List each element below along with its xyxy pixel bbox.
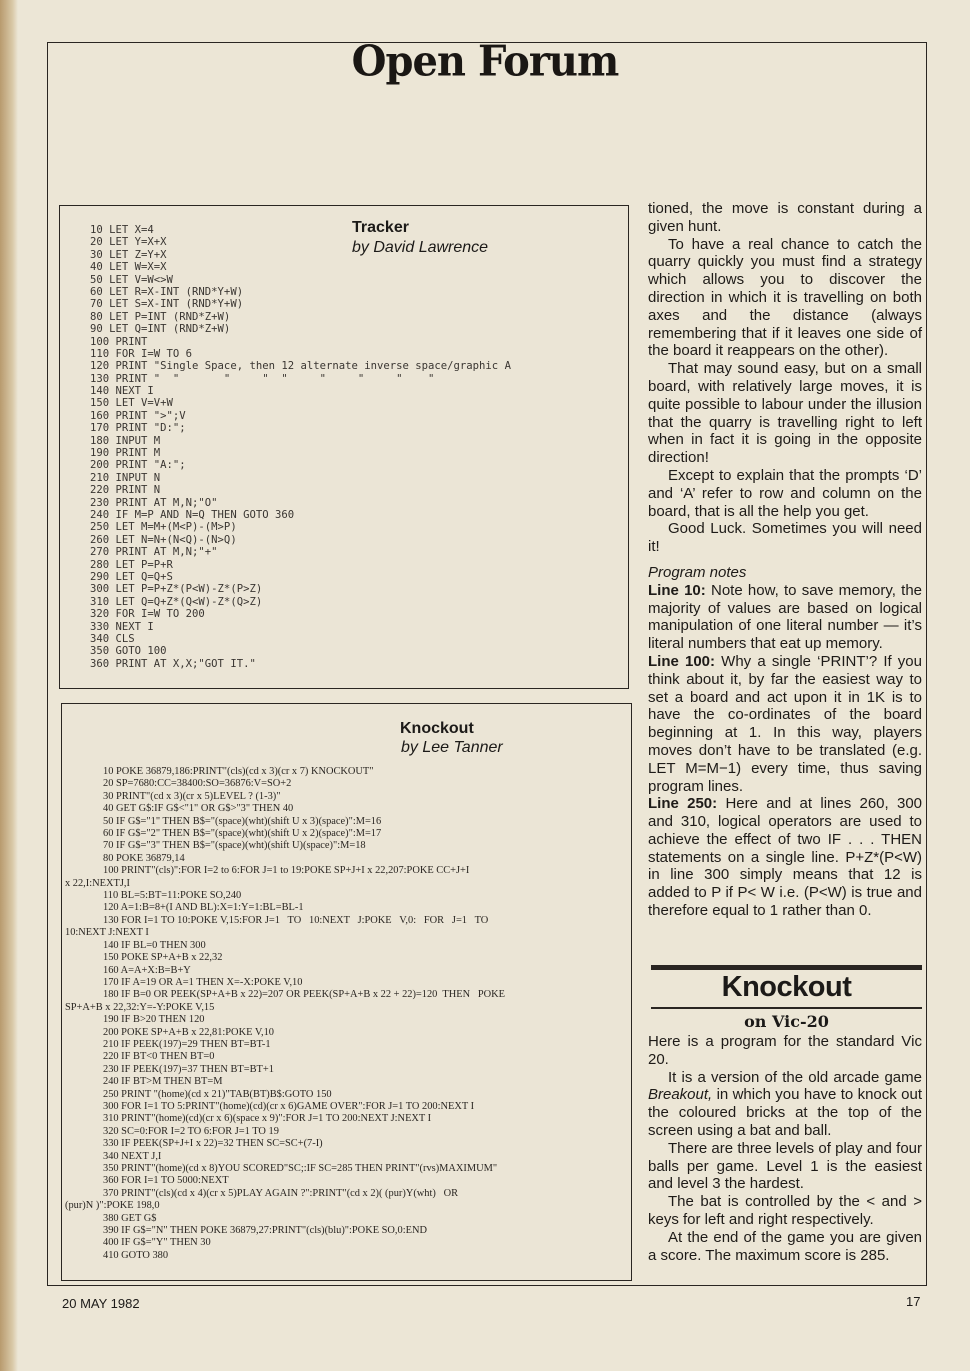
code-line: SP+A+B x 22,32:Y=-Y:POKE V,15 xyxy=(65,1001,215,1013)
code-line: 230 PRINT AT M,N;"O" xyxy=(90,496,218,509)
code-line: 10 POKE 36879,186:PRINT"(cls)(cd x 3)(cr x 7) KNOCKOUT" xyxy=(103,766,374,777)
code-line: 340 CLS xyxy=(90,632,135,645)
code-line: 350 PRINT"(home)(cd x 8)YOU SCORED"SC;:IF SC=285 THEN PRINT"(rvs)MAXIMUM" xyxy=(103,1163,498,1174)
tracker-code-listing xyxy=(90,224,511,670)
knockout-article-title: Knockout xyxy=(721,971,852,1003)
article-paragraph xyxy=(648,1069,922,1140)
code-line: 70 IF G$="3" THEN B$="(space)(wht)(shift U)(space)":M=18 xyxy=(103,840,366,852)
code-line: 210 INPUT N xyxy=(90,471,161,484)
code-line: 60 IF G$="2" THEN B$="(space)(wht)(shift U x 2)(space)":M=17 xyxy=(103,828,382,840)
code-line: 130 FOR I=1 TO 10:POKE V,15:FOR J=1 TO 10:NEXT J:POKE V,0: FOR J=1 TO xyxy=(103,914,489,926)
section-rule-thick xyxy=(651,965,922,970)
code-line: 370 PRINT"(cls)(cd x 4)(cr x 5)PLAY AGAIN ?":PRINT"(cd x 2)( (pur)Y(wht) OR xyxy=(103,1187,459,1199)
code-line: 20 LET Y=X+X xyxy=(90,236,167,249)
code-line: 70 LET S=X-INT (RND*Y+W) xyxy=(90,298,244,311)
article-paragraph: That may sound easy, but on a small board, with relatively large moves, it is quite possible to labour under the illusion that the quarry is travelling right to left when in fact it is going in the opposite direction! xyxy=(648,360,922,467)
tracker-title: Tracker xyxy=(352,219,409,236)
code-line: 30 PRINT"(cd x 3)(cr x 5)LEVEL ? (1-3)" xyxy=(103,790,281,802)
knockout-listing-title: Knockout xyxy=(400,720,474,737)
code-line: 310 LET Q=Q+Z*(Q<W)-Z*(Q>Z) xyxy=(90,595,263,608)
code-line: 140 NEXT I xyxy=(90,385,154,398)
code-line: 250 LET M=M+(M<P)-(M>P) xyxy=(90,521,237,534)
code-line: 340 NEXT J,I xyxy=(103,1150,162,1162)
code-line: 190 PRINT M xyxy=(90,447,161,460)
code-line: x 22,I:NEXTJ,I xyxy=(65,877,130,889)
code-line: 20 SP=7680:CC=38400:SO=36876:V=SO+2 xyxy=(103,778,292,790)
program-note xyxy=(648,582,922,653)
code-line: 80 LET P=INT (RND*Z+W) xyxy=(90,310,231,323)
code-line: 210 IF PEEK(197)=29 THEN BT=BT-1 xyxy=(103,1038,271,1050)
code-line: 330 NEXT I xyxy=(90,620,154,633)
code-line: 360 PRINT AT X,X;"GOT IT." xyxy=(90,657,256,670)
footer-date: 20 MAY 1982 xyxy=(62,1296,140,1311)
code-line: 180 INPUT M xyxy=(90,434,161,447)
code-line: 170 PRINT "D:"; xyxy=(90,422,186,435)
code-line: 320 SC=0:FOR I=2 TO 6:FOR J=1 TO 19 xyxy=(103,1125,279,1137)
tracker-listing-box xyxy=(59,205,629,689)
program-note-label: Line 100: xyxy=(648,652,716,670)
article-paragraph: Good Luck. Sometimes you will need it! xyxy=(648,520,922,556)
code-line: 410 GOTO 380 xyxy=(103,1249,169,1261)
article-paragraph: At the end of the game you are given a score. The maximum score is 285. xyxy=(648,1228,922,1264)
code-line: 300 LET P=P+Z*(P<W)-Z*(P>Z) xyxy=(90,583,263,596)
code-line: 150 POKE SP+A+B x 22,32 xyxy=(103,952,223,964)
code-line: 120 A=1:B=8+(I AND BL):X=1:Y=1:BL=BL-1 xyxy=(103,902,304,914)
code-line: 280 LET P=P+R xyxy=(90,558,173,571)
code-line: 360 FOR I=1 TO 5000:NEXT xyxy=(103,1175,229,1187)
article-paragraph: The bat is controlled by the < and > keys for left and right respectively. xyxy=(648,1193,922,1228)
article-paragraph: Here is a program for the standard Vic 20. xyxy=(648,1033,922,1068)
program-note-text: Here and at lines 260, 300 and 310, logical operators are used to achieve the effect of two IF . . . THEN statements on a single line. P+Z*(P<W) in line 300 simply means that 12 is added to P if P< W i.e. (P<W) is true and therefore equal to 1 rather than 0. xyxy=(648,795,923,920)
code-line: 30 LET Z=Y+X xyxy=(90,248,167,261)
code-line: 400 IF G$="Y" THEN 30 xyxy=(103,1237,211,1249)
code-line: 240 IF BT>M THEN BT=M xyxy=(103,1076,223,1088)
code-line: 310 PRINT"(home)(cd)(cr x 6)(space x 9)":FOR J=1 TO 200:NEXT J:NEXT I xyxy=(103,1113,432,1125)
code-line: 180 IF B=0 OR PEEK(SP+A+B x 22)=207 OR PEEK(SP+A+B x 22 + 22)=120 THEN POKE xyxy=(103,989,506,1001)
code-line: 220 PRINT N xyxy=(90,484,161,497)
footer-page-number: 17 xyxy=(906,1294,921,1309)
code-line: 140 IF BL=0 THEN 300 xyxy=(103,939,206,951)
program-note-text: Why a single ‘PRINT’? If you think about it, by far the easiest way to set a board and act upon it in 1K is to have the co-ordinates of the board beginning at 1. In this way, players moves don’t have to be translated (e.g. LET M=M−1) every time, thus saving program lines. xyxy=(648,652,922,795)
code-line: 10 LET X=4 xyxy=(90,224,154,236)
code-line: 220 IF BT<0 THEN BT=0 xyxy=(103,1051,215,1063)
code-line: 130 PRINT " " " " " " " " " xyxy=(90,372,435,385)
program-note-text: Note how, to save memory, the majority of values are based on logical manipulation of one literal number — it’s literal numbers that eat up memory. xyxy=(648,581,922,653)
code-line: 190 IF B>20 THEN 120 xyxy=(103,1014,205,1026)
program-note-label: Line 250: xyxy=(648,795,718,813)
article-paragraph: tioned, the move is constant during a given hunt. xyxy=(648,200,922,235)
knockout-listing-box xyxy=(61,703,632,1281)
article-paragraph: To have a real chance to catch the quarry quickly you must find a strategy which allows you to discover the direction in which it is travelling on both axes and the distance (always remembering that if it leaves one side of the board it reappears on the other). xyxy=(648,235,922,360)
code-line: 110 BL=5:BT=11:POKE SO,240 xyxy=(103,890,242,902)
code-line: 230 IF PEEK(197)=37 THEN BT=BT+1 xyxy=(103,1063,274,1075)
program-notes-heading: Program notes xyxy=(648,563,747,581)
code-line: 290 LET Q=Q+S xyxy=(90,570,173,583)
program-note xyxy=(648,653,922,795)
code-line: 100 PRINT"(cls)":FOR I=2 to 6:FOR J=1 to 19:POKE SP+J+I x 22,207:POKE CC+J+I xyxy=(103,865,470,877)
code-line: 270 PRINT AT M,N;"+" xyxy=(90,546,218,559)
masthead-title: Open Forum xyxy=(351,36,619,87)
code-line: 10:NEXT J:NEXT I xyxy=(65,927,149,939)
code-line: 50 LET V=W<>W xyxy=(90,273,173,286)
code-line: 100 PRINT xyxy=(90,335,148,348)
code-line: 390 IF G$="N" THEN POKE 36879,27:PRINT"(cls)(blu)":POKE SO,0:END xyxy=(103,1225,427,1237)
code-line: 200 PRINT "A:"; xyxy=(90,459,186,472)
code-line: 90 LET Q=INT (RND*Z+W) xyxy=(90,323,231,336)
code-line: 300 FOR I=1 TO 5:PRINT"(home)(cd)(cr x 6)GAME OVER":FOR J=1 TO 200:NEXT I xyxy=(103,1100,475,1112)
article-text: in which you have to knock out the coloured bricks at the top of the screen using a bat and ball. xyxy=(648,1086,922,1139)
code-line: 320 FOR I=W TO 200 xyxy=(90,608,205,621)
tracker-author: by David Lawrence xyxy=(352,239,489,256)
code-line: 150 LET V=V+W xyxy=(90,397,173,410)
knockout-listing-author: by Lee Tanner xyxy=(401,739,503,756)
code-line: 60 LET R=X-INT (RND*Y+W) xyxy=(90,285,244,298)
article-paragraph: There are three levels of play and four balls per game. Level 1 is the easiest and level 3 the hardest. xyxy=(648,1139,922,1193)
code-line: 170 IF A=19 OR A=1 THEN X=-X:POKE V,10 xyxy=(103,976,303,988)
code-line: 80 POKE 36879,14 xyxy=(103,852,185,864)
article-paragraph: Except to explain that the prompts ‘D’ and ‘A’ refer to row and column on the board, that is all the help you get. xyxy=(648,466,922,520)
program-note xyxy=(648,795,922,920)
code-line: 40 LET W=X=X xyxy=(90,261,167,274)
knockout-code-listing xyxy=(65,766,583,1262)
game-name-emphasis: Breakout, xyxy=(648,1086,713,1104)
knockout-article-subtitle: on Vic-20 xyxy=(744,1012,829,1031)
knockout-article-column xyxy=(648,1033,922,1264)
code-line: 350 GOTO 100 xyxy=(90,645,167,658)
code-line: 200 POKE SP+A+B x 22,81:POKE V,10 xyxy=(103,1026,274,1038)
section-rule-thin xyxy=(651,1007,922,1009)
code-line: 120 PRINT "Single Space, then 12 alternate inverse space/graphic A xyxy=(90,360,511,373)
code-line: 260 LET N=N+(N<Q)-(N>Q) xyxy=(90,533,237,546)
page-binding-edge xyxy=(0,0,18,1371)
article-text: It is a version of the old arcade game xyxy=(668,1068,922,1086)
code-line: 240 IF M=P AND N=Q THEN GOTO 360 xyxy=(90,508,295,521)
code-line: (pur)N )":POKE 198,0 xyxy=(65,1200,160,1212)
code-line: 50 IF G$="1" THEN B$="(space)(wht)(shift U x 3)(space)":M=16 xyxy=(103,815,382,827)
code-line: 110 FOR I=W TO 6 xyxy=(90,347,193,360)
code-line: 160 A=A+X:B=B+Y xyxy=(103,964,191,976)
tracker-article-column xyxy=(648,200,922,920)
code-line: 160 PRINT ">";V xyxy=(90,409,186,422)
code-line: 250 PRINT "(home)(cd x 21)"TAB(BT)B$:GOTO 150 xyxy=(103,1088,332,1100)
code-line: 330 IF PEEK(SP+J+I x 22)=32 THEN SC=SC+(7-I) xyxy=(103,1138,323,1150)
code-line: 40 GET G$:IF G$<"1" OR G$>"3" THEN 40 xyxy=(103,803,294,815)
program-note-label: Line 10: xyxy=(648,581,706,599)
code-line: 380 GET G$ xyxy=(103,1212,157,1224)
